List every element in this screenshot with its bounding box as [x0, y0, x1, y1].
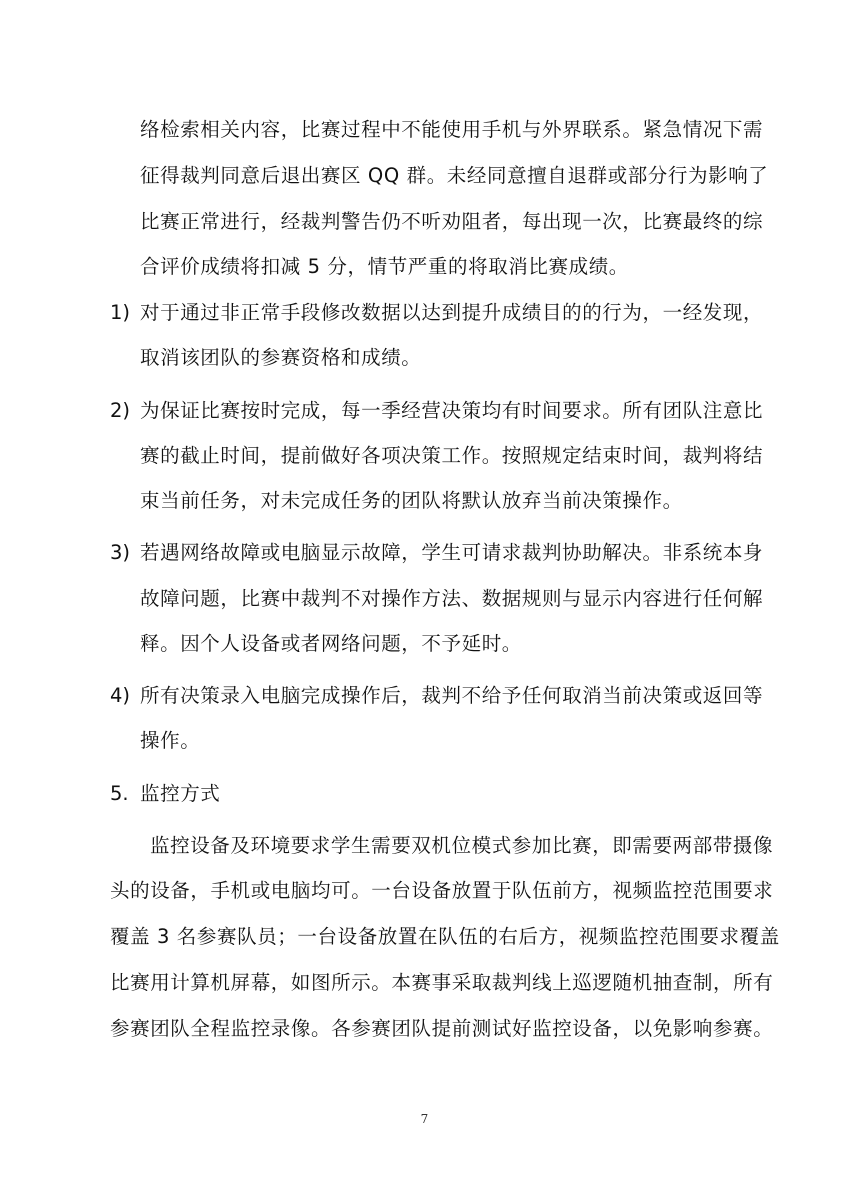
body-line: 头的设备，手机或电脑均可。一台设备放置于队伍前方，视频监控范围要求 [110, 879, 774, 902]
intro-line: 络检索相关内容，比赛过程中不能使用手机与外界联系。紧急情况下需 [140, 118, 764, 141]
rule-line: 为保证比赛按时完成，每一季经营决策均有时间要求。所有团队注意比 [140, 399, 764, 422]
body-line: 比赛用计算机屏幕，如图所示。本赛事采取裁判线上巡逻随机抽查制，所有 [110, 971, 774, 994]
rule-line: 对于通过非正常手段修改数据以达到提升成绩目的的行为，一经发现， [140, 301, 764, 324]
rule-number: 2) [110, 399, 131, 422]
body-line: 覆盖 3 名参赛队员；一台设备放置在队伍的右后方，视频监控范围要求覆盖 [110, 925, 780, 948]
intro-line: 比赛正常进行，经裁判警告仍不听劝阻者，每出现一次，比赛最终的综 [140, 210, 764, 233]
rule-line: 取消该团队的参赛资格和成绩。 [140, 346, 422, 369]
rule-line: 操作。 [140, 729, 201, 752]
section-title: 监控方式 [140, 782, 221, 805]
rule-line: 故障问题，比赛中裁判不对操作方法、数据规则与显示内容进行任何解 [140, 587, 764, 610]
rule-line: 所有决策录入电脑完成操作后，裁判不给予任何取消当前决策或返回等 [140, 684, 764, 707]
rule-line: 束当前任务，对未完成任务的团队将默认放弃当前决策操作。 [140, 489, 683, 512]
rule-line: 赛的截止时间，提前做好各项决策工作。按照规定结束时间，裁判将结 [140, 444, 764, 467]
rule-number: 1) [110, 301, 131, 324]
rule-number: 3) [110, 541, 131, 564]
body-line: 监控设备及环境要求学生需要双机位模式参加比赛，即需要两部带摄像 [150, 834, 774, 857]
section-number: 5. [110, 782, 129, 805]
rule-number: 4) [110, 684, 131, 707]
rule-line: 释。因个人设备或者网络问题，不予延时。 [140, 632, 522, 655]
body-line: 参赛团队全程监控录像。各参赛团队提前测试好监控设备，以免影响参赛。 [110, 1017, 774, 1040]
intro-line: 征得裁判同意后退出赛区 QQ 群。未经同意擅自退群或部分行为影响了 [140, 164, 769, 187]
page-number: 7 [420, 1112, 429, 1126]
rule-line: 若遇网络故障或电脑显示故障，学生可请求裁判协助解决。非系统本身 [140, 541, 764, 564]
intro-line: 合评价成绩将扣减 5 分，情节严重的将取消比赛成绩。 [140, 255, 629, 278]
